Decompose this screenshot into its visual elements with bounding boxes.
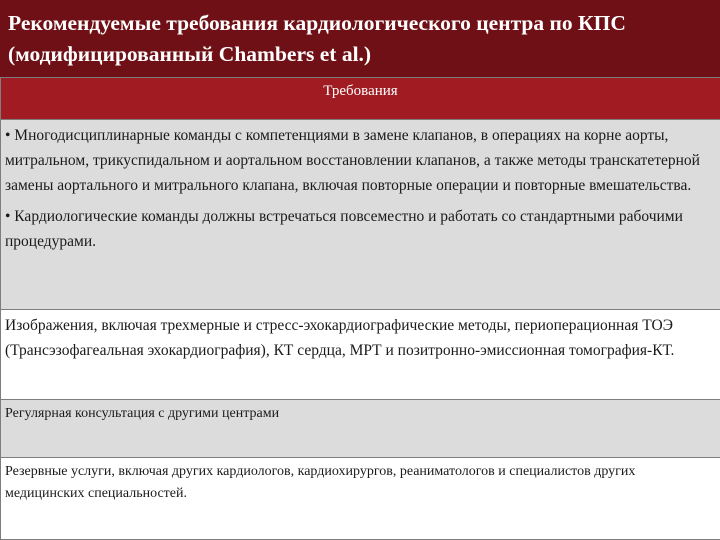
table-cell [1,310,720,400]
requirement-text: Резервные услуги, включая других кардиологов, кардиохирургов, реаниматологов и специалистов других медицинских специальностей. [5,464,636,501]
table-header-row [1,78,720,120]
slide-title-line-1: Рекомендуемые требования кардиологического центра по КПС [8,11,626,35]
table-header-cell: Требования [1,78,720,120]
table-row [1,120,720,310]
requirement-text: • Многодисциплинарные команды с компетенциями в замене клапанов, в операциях на корне аорты, митральном, трикуспидальном и аортальном восстановлении клапанов, а также методы транскатетерной замены аортального и митрального клапана, включая повторные операции и повторные вмешательства. [5,127,700,194]
table-row [1,310,720,400]
table-row [1,400,720,458]
table-row [1,458,720,540]
table-cell [1,400,720,458]
table-cell [1,120,720,310]
slide-title [8,8,712,70]
table-cell [1,458,720,540]
requirement-text: • Кардиологические команды должны встречаться повсеместно и работать со стандартными рабочими процедурами. [5,208,683,250]
title-bar [0,0,720,77]
slide-title-line-2: (модифицированный Chambers et al.) [8,42,372,66]
requirements-table [0,77,720,540]
requirement-text: Регулярная консультация с другими центрами [5,406,280,421]
requirement-text: Изображения, включая трехмерные и стресс-эхокардиографические методы, периоперационная ТОЭ (Трансэзофагеальная эхокардиография), КТ сердца, МРТ и позитронно-эмиссионная томография-КТ. [5,317,675,359]
